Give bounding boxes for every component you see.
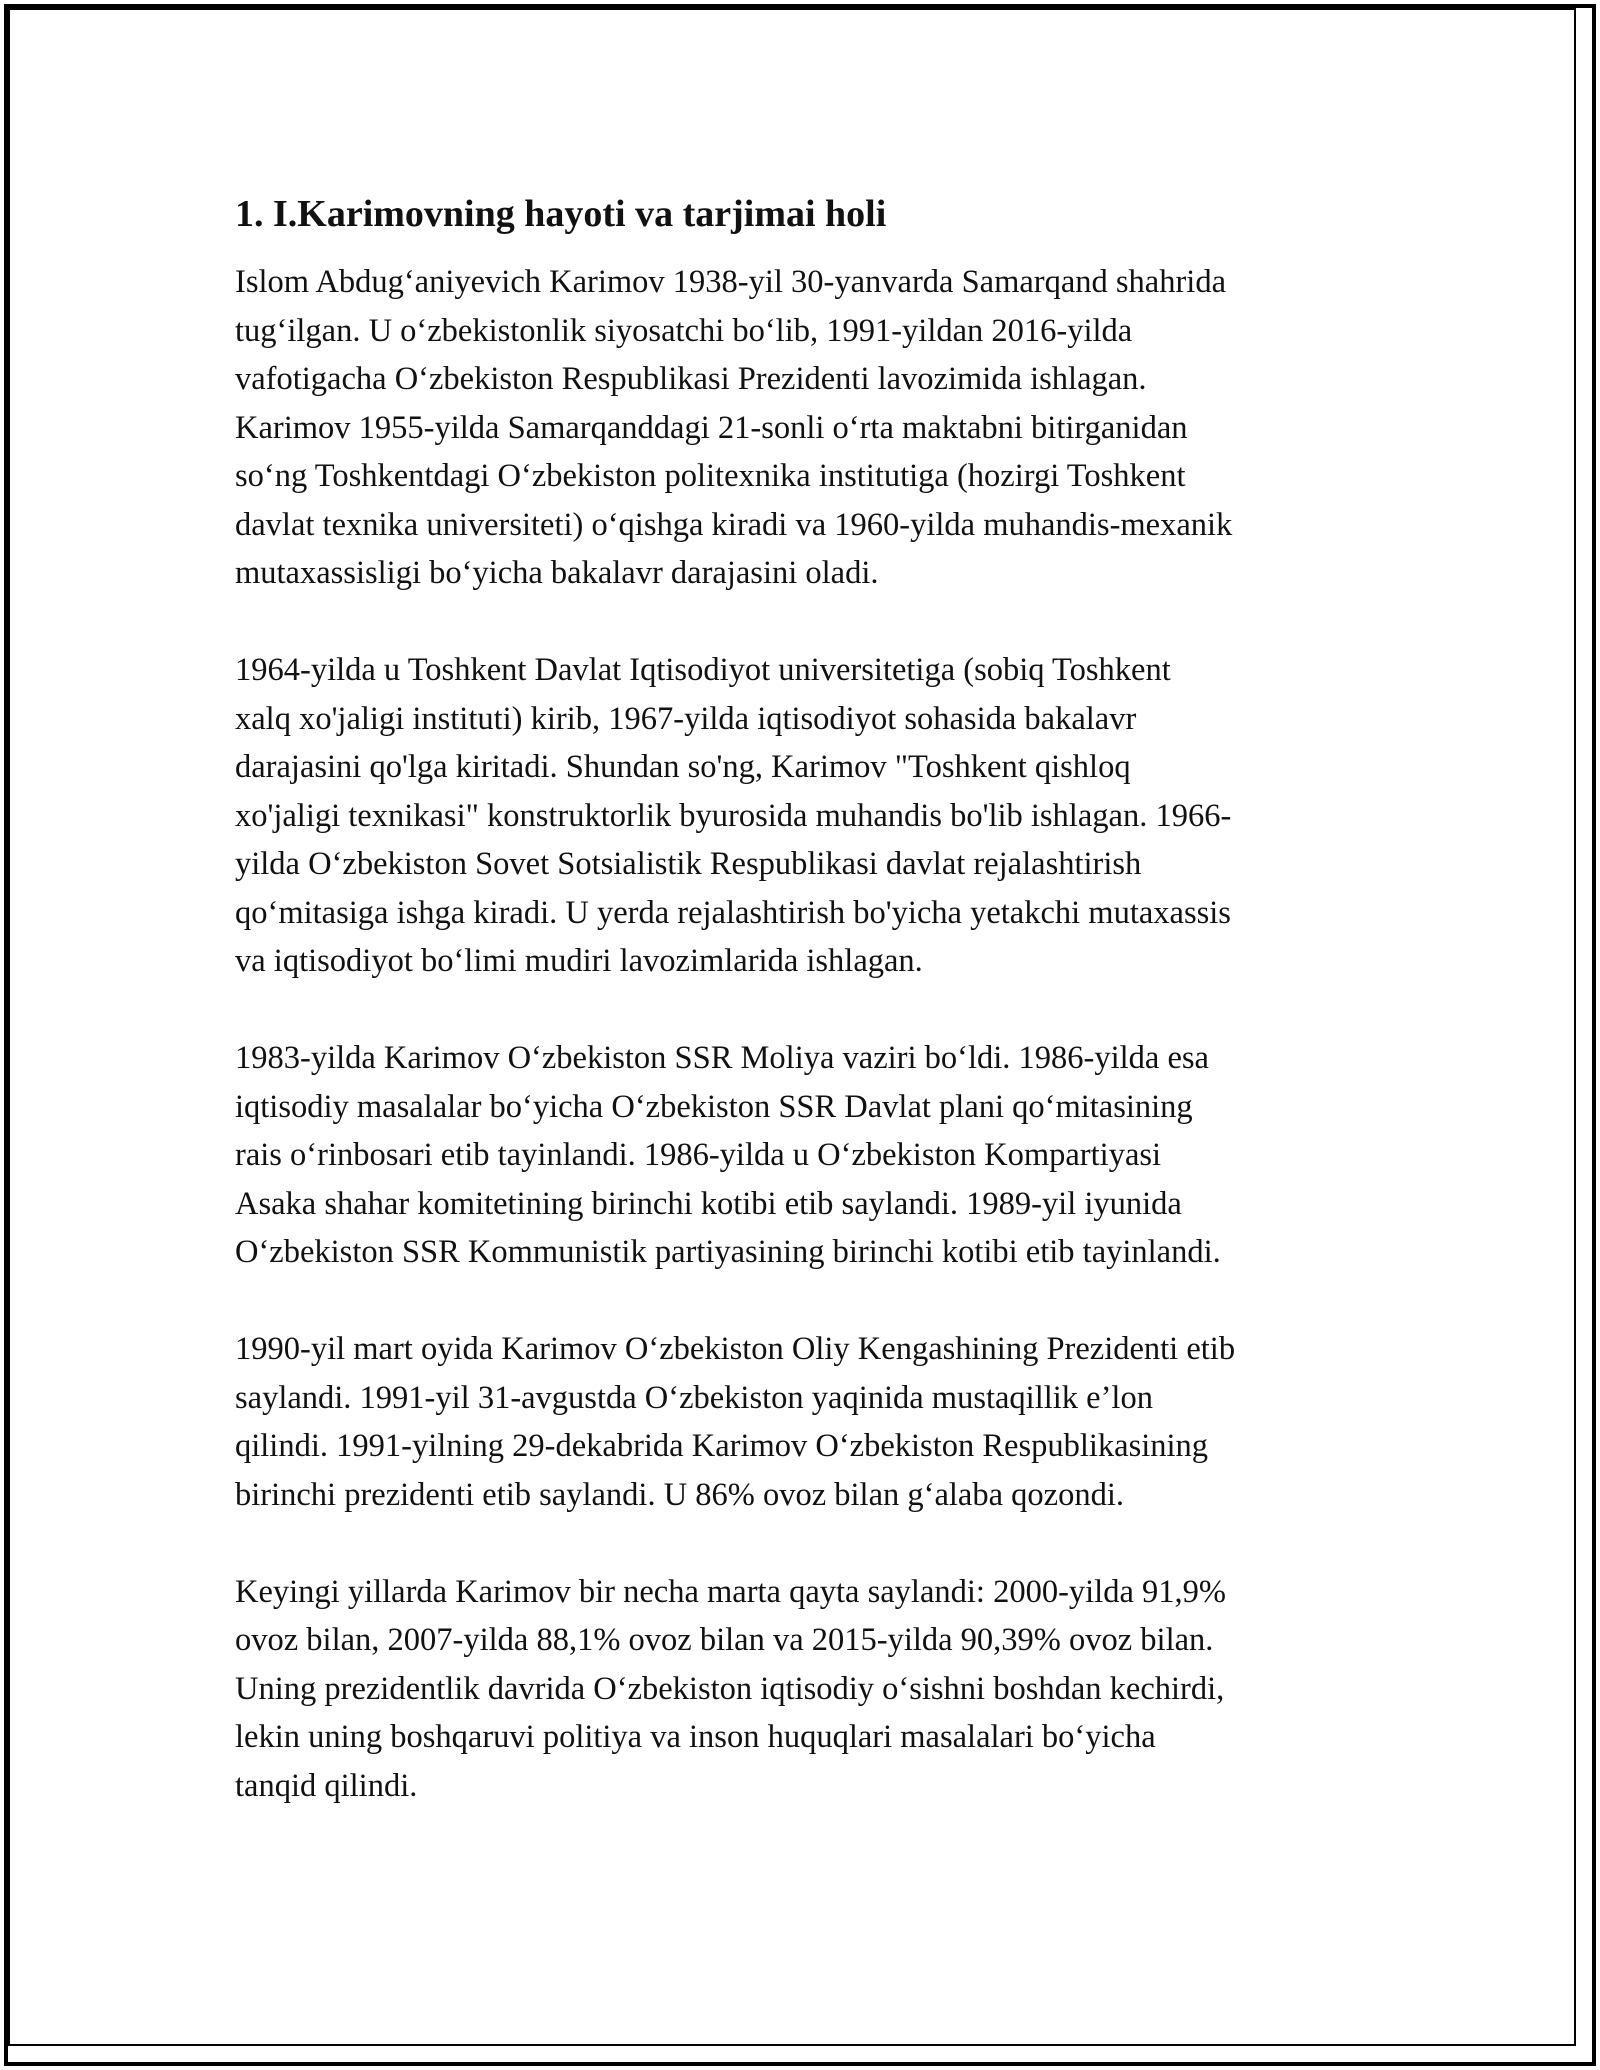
document-body xyxy=(235,190,1375,1859)
paragraph-party-career: 1983-yilda Karimov O‘zbekiston SSR Moliya vaziri bo‘ldi. 1986-yilda esa iqtisodiy masalalar bo‘yicha O‘zbekiston SSR Davlat plani qo‘mitasining rais o‘rinbosari etib tayinlandi. 1986-yilda u O‘zbekiston Kompartiyasi Asaka shahar komitetining birinchi kotibi etib saylandi. 1989-yil iyunida O‘zbekiston SSR Kommunistik partiyasining birinchi kotibi etib tayinlandi. xyxy=(235,1040,1221,1270)
paragraph-early-career: 1964-yilda u Toshkent Davlat Iqtisodiyot universitetiga (sobiq Toshkent xalq xo'jaligi instituti) kirib, 1967-yilda iqtisodiyot sohasida bakalavr darajasini qo'lga kiritadi. Shundan so'ng, Karimov "Toshkent qishloq xo'jaligi texnikasi" konstruktorlik byurosida muhandis bo'lib ishlagan. 1966- yilda O‘zbekiston Sovet Sotsialistik Respublikasi davlat rejalashtirish qo‘mitasiga ishga kiradi. U yerda rejalashtirish bo'yicha yetakchi mutaxassis va iqtisodiyot bo‘limi mudiri lavozimlarida ishlagan. xyxy=(235,652,1232,979)
section-heading: 1. I.Karimovning hayoti va tarjimai holi xyxy=(235,193,887,235)
paragraph-biography-early-life: Islom Abdug‘aniyevich Karimov 1938-yil 30-yanvarda Samarqand shahrida tug‘ilgan. U o‘zbekistonlik siyosatchi bo‘lib, 1991-yildan 2016-yilda vafotigacha O‘zbekiston Respublikasi Prezidenti lavozimida ishlagan. Karimov 1955-yilda Samarqanddagi 21-sonli o‘rta maktabni bitirganidan so‘ng Toshkentdagi O‘zbekiston politexnika institutiga (hozirgi Toshkent davlat texnika universiteti) o‘qishga kiradi va 1960-yilda muhandis-mexanik mutaxassisligi bo‘yicha bakalavr darajasini oladi. xyxy=(235,264,1233,591)
paragraph-presidency-start: 1990-yil mart oyida Karimov O‘zbekiston Oliy Kengashining Prezidenti etib saylandi. 1991-yil 31-avgustda O‘zbekiston yaqinida mustaqillik e’lon qilindi. 1991-yilning 29-dekabrida Karimov O‘zbekiston Respublikasining birinchi prezidenti etib saylandi. U 86% ovoz bilan g‘alaba qozondi. xyxy=(235,1331,1236,1513)
paragraph-reelections: Keyingi yillarda Karimov bir necha marta qayta saylandi: 2000-yilda 91,9% ovoz bilan, 2007-yilda 88,1% ovoz bilan va 2015-yilda 90,39% ovoz bilan. Uning prezidentlik davrida O‘zbekiston iqtisodiy o‘sishni boshdan kechirdi, lekin uning boshqaruvi politiya va inson huquqlari masalalari bo‘yicha tanqid qilindi. xyxy=(235,1573,1226,1804)
